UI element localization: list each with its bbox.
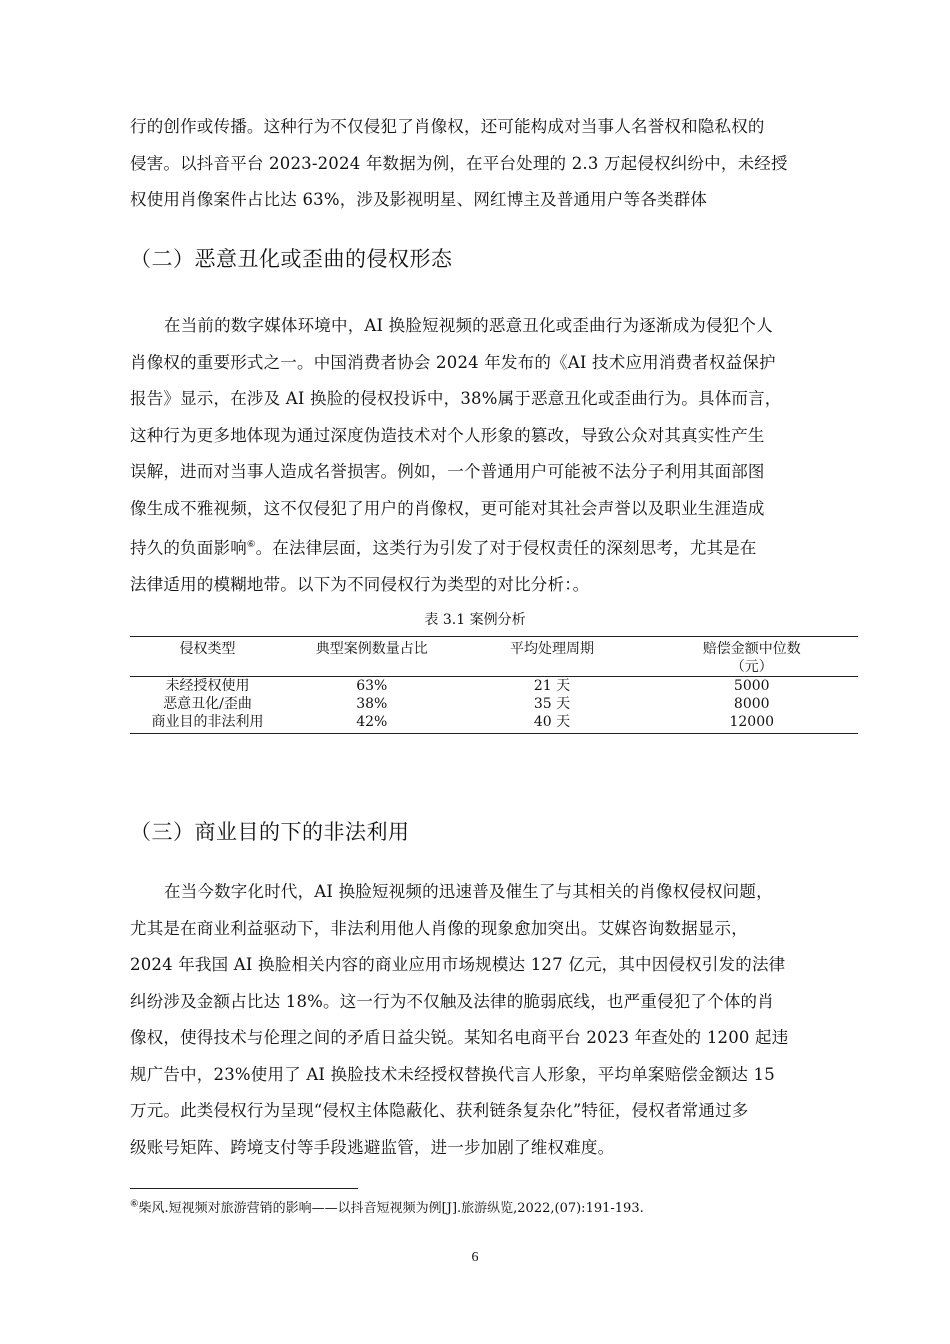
text-segment: 。在法律层面，这类行为引发了对于侵权责任的深刻思考，尤其是在 bbox=[255, 538, 757, 558]
table-cell: 12000 bbox=[646, 713, 859, 734]
text-line: 级账号矩阵、跨境支付等手段逃避监管，进一步加剧了维权难度。 bbox=[130, 1137, 615, 1157]
table-cell: 38% bbox=[356, 696, 388, 712]
column-header bbox=[285, 637, 458, 677]
page-number: 6 bbox=[471, 1250, 479, 1265]
column-header-text: 赔偿金额中位数（元） bbox=[702, 641, 801, 675]
table-cell: 35 天 bbox=[533, 696, 571, 712]
text-line: 侵害。以抖音平台 2023-2024 年数据为例，在平台处理的 2.3 万起侵权纠纷中，未经授 bbox=[130, 153, 788, 173]
section-heading-3: （三）商业目的下的非法利用 bbox=[130, 820, 410, 844]
table-cell: 63% bbox=[356, 678, 388, 694]
case-analysis-table bbox=[130, 636, 858, 734]
footnote bbox=[130, 1197, 644, 1216]
section-heading-2: （二）恶意丑化或歪曲的侵权形态 bbox=[130, 247, 453, 271]
table-row bbox=[130, 695, 858, 713]
footnote-text: 柴风.短视频对旅游营销的影响——以抖音短视频为例[J].旅游纵览,2022,(07):191-193. bbox=[138, 1201, 644, 1216]
footnote-mark: ⑥ bbox=[130, 1198, 139, 1210]
table-cell: 未经授权使用 bbox=[165, 678, 250, 694]
table-header-row bbox=[130, 637, 858, 677]
table-cell: 8000 bbox=[733, 696, 770, 712]
text-line: 像权，使得技术与伦理之间的矛盾日益尖锐。某知名电商平台 2023 年查处的 1200 起违 bbox=[130, 1028, 789, 1047]
text-line: 在当前的数字媒体环境中，AI 换脸短视频的恶意丑化或歪曲行为逐渐成为侵犯个人 bbox=[164, 316, 773, 335]
footnote-reference[interactable]: ⑥ bbox=[246, 539, 256, 550]
table-cell bbox=[130, 713, 285, 734]
text-line: 行的创作或传播。这种行为不仅侵犯了肖像权，还可能构成对当事人名誉权和隐私权的 bbox=[130, 117, 765, 136]
paragraph-1 bbox=[130, 109, 858, 219]
table-cell: 5000 bbox=[733, 678, 770, 694]
text-line: 这种行为更多地体现为通过深度伪造技术对个人形象的篡改，导致公众对其真实性产生 bbox=[130, 425, 765, 445]
text-line: 像生成不雅视频，这不仅侵犯了用户的肖像权，更可能对其社会声誉以及职业生涯造成 bbox=[130, 498, 765, 518]
paragraph-2 bbox=[130, 308, 858, 604]
text-line: 规广告中，23%使用了 AI 换脸技术未经授权替换代言人形象，平均单案赔偿金额达 15 bbox=[130, 1064, 775, 1084]
table-cell: 42% bbox=[285, 713, 458, 734]
column-header: 平均处理周期 bbox=[458, 637, 645, 677]
table-cell-text: 商业目的非法利用 bbox=[151, 714, 264, 730]
column-header bbox=[646, 637, 859, 677]
text-line: 2024 年我国 AI 换脸相关内容的商业应用市场规模达 127 亿元，其中因侵权引发的法律 bbox=[130, 955, 786, 974]
table-cell: 40 天 bbox=[458, 713, 645, 734]
text-line bbox=[130, 527, 858, 567]
text-line: 报告》显示，在涉及 AI 换脸的侵权投诉中，38%属于恶意丑化或歪曲行为。具体而言， bbox=[130, 389, 782, 408]
text-line: 误解，进而对当事人造成名誉损害。例如，一个普通用户可能被不法分子利用其面部图 bbox=[130, 462, 765, 481]
text-line: 纠纷涉及金额占比达 18%。这一行为不仅触及法律的脆弱底线，也严重侵犯了个体的肖 bbox=[130, 991, 774, 1011]
text-line: 权使用肖像案件占比达 63%，涉及影视明星、网红博主及普通用户等各类群体 bbox=[130, 190, 708, 209]
table-row bbox=[130, 713, 858, 734]
text-line: 尤其是在商业利益驱动下，非法利用他人肖像的现象愈加突出。艾媒咨询数据显示， bbox=[130, 918, 748, 938]
text-segment: 持久的负面影响 bbox=[130, 538, 247, 558]
table-cell: 恶意丑化/歪曲 bbox=[163, 696, 252, 712]
table-cell: 21 天 bbox=[533, 678, 571, 694]
text-line: 在当今数字化时代，AI 换脸短视频的迅速普及催生了与其相关的肖像权侵权问题， bbox=[164, 882, 773, 901]
text-line: 万元。此类侵权行为呈现“侵权主体隐蔽化、获利链条复杂化”特征，侵权者常通过多 bbox=[130, 1101, 749, 1120]
table-caption: 表 3.1 案例分析 bbox=[424, 612, 526, 628]
column-header: 侵权类型 bbox=[130, 637, 285, 677]
paragraph-3 bbox=[130, 874, 858, 1166]
text-line: 法律适用的模糊地带。以下为不同侵权行为类型的对比分析：。 bbox=[130, 575, 590, 594]
footnote-separator bbox=[130, 1188, 358, 1189]
column-header-text: 典型案例数量占比 bbox=[315, 641, 428, 657]
table-row bbox=[130, 677, 858, 696]
text-line: 肖像权的重要形式之一。中国消费者协会 2024 年发布的《AI 技术应用消费者权益保护 bbox=[130, 352, 776, 372]
